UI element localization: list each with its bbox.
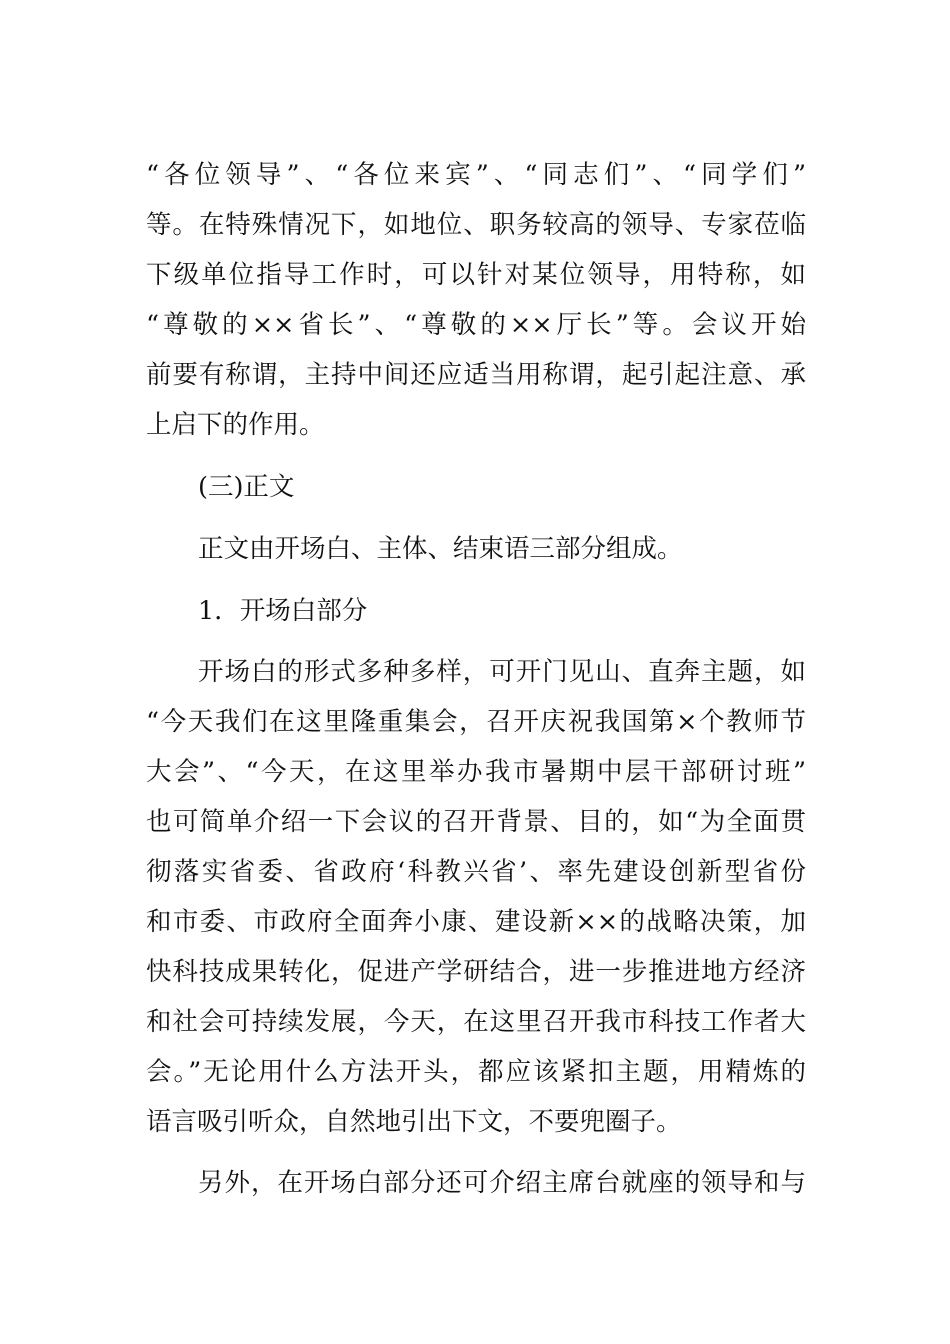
text-line: 大会”、“今天，在这里举办我市暑期中层干部研讨班” [146,757,806,787]
text-line: 前要有称谓，主持中间还应适当用称谓，起引起注意、承 [146,360,806,390]
text-line: 快科技成果转化，促进产学研结合，进一步推进地方经济 [146,957,806,987]
text-line: 彻落实省委、省政府‘科教兴省’、率先建设创新型省份 [146,857,806,887]
text-line: 上启下的作用。 [146,410,325,440]
subsection-heading: 1．开场白部分 [198,596,368,626]
section-heading: (三)正文 [198,472,295,502]
text-line: 等。在特殊情况下，如地位、职务较高的领导、专家莅临 [146,210,806,240]
text-line: 正文由开场白、主体、结束语三部分组成。 [198,534,683,564]
text-line: 语言吸引听众，自然地引出下文，不要兜圈子。 [146,1107,682,1137]
text-line: “各位领导”、“各位来宾”、“同志们”、“同学们” [146,160,806,190]
text-line: 和社会可持续发展，今天，在这里召开我市科技工作者大 [146,1007,806,1037]
text-line: “尊敬的××省长”、“尊敬的××厅长”等。会议开始 [146,310,806,340]
text-line: “今天我们在这里隆重集会，召开庆祝我国第×个教师节 [146,707,806,737]
text-line: 也可简单介绍一下会议的召开背景、目的，如“为全面贯 [146,807,806,837]
text-line: 下级单位指导工作时，可以针对某位领导，用特称，如 [146,260,806,290]
text-line: 另外，在开场白部分还可介绍主席台就座的领导和与 [198,1168,806,1198]
text-line: 会。”无论用什么方法开头，都应该紧扣主题，用精炼的 [146,1057,806,1087]
text-line: 开场白的形式多种多样，可开门见山、直奔主题，如 [198,657,806,687]
text-line: 和市委、市政府全面奔小康、建设新××的战略决策，加 [146,907,806,937]
